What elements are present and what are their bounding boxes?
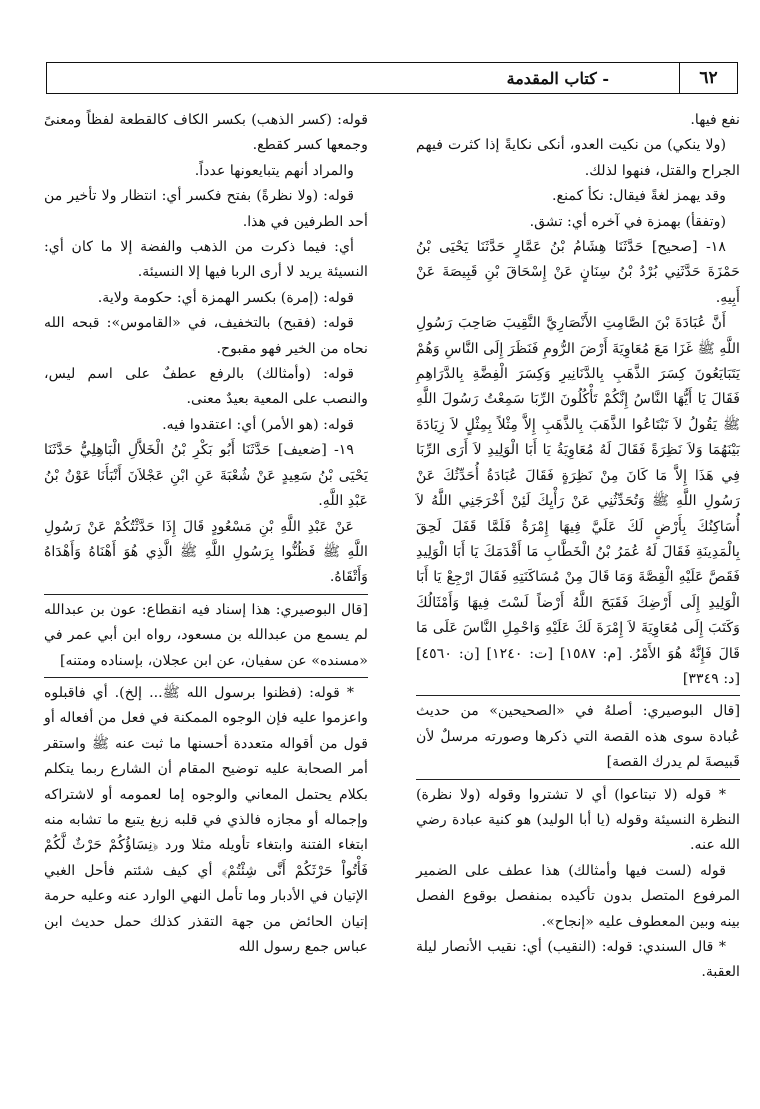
running-header <box>46 62 738 94</box>
scholar-note: [قال البوصيري: أصلهُ في «الصحيحين» من حديث عُبادة سوى هذه القصة التي ذكرها وصورته مرسلٌ لأن قَبيصةَ لم يدرك القصة] <box>416 703 740 771</box>
text-columns <box>44 108 740 1098</box>
commentary: * قال السندي: قوله: (النقيب) أي: نقيب الأنصار ليلة العقبة. <box>416 939 740 981</box>
commentary: قوله: (إمرة) بكسر الهمزة أي: حكومة ولاية. <box>97 289 354 306</box>
hadith-chain: ١٨- [صحيح] حَدَّثَنَا هِشَامُ بْنُ عَمَّارٍ حَدَّثَنَا يَحْيَى بْنُ حَمْزَةَ حَدَّثَنِي بُرْدُ بْنُ سِنَانٍ عَنْ إِسْحَاقَ بْنِ قَبِيصَةَ عَنْ أَبِيهِ. <box>416 239 740 306</box>
book-title: - كتاب المقدمة <box>506 68 609 88</box>
paragraph: نفع فيها. <box>690 112 740 128</box>
commentary: قوله (لست فيها وأمثالك) هذا عطف على الضمير المرفوع المتصل بدون تأكيده بمنفصل بوقوع الفصل بينه وبين المعطوف عليه «إنجاح». <box>416 862 740 930</box>
commentary: قوله: (وأمثالك) بالرفع عطفٌ على اسم ليس، والنصب على المعية بعيدٌ معنى. <box>44 366 368 408</box>
scholar-note: [قال البوصيري: هذا إسناد فيه انقطاع: عون بن عبدالله لم يسمع من عبدالله بن مسعود، رواه ابن أبي عمر في «مسنده» عن سفيان، عن ابن عجلان، بإسناده ومتنه] <box>44 601 368 669</box>
commentary: قوله: (كسر الذهب) بكسر الكاف كالقطعة لفظاً ومعنىً وجمعها كسر كقطع. <box>44 112 368 154</box>
commentary: والمراد أنهم يتبايعونها عدداً. <box>194 162 354 179</box>
divider <box>44 677 368 678</box>
left-column <box>44 108 368 1098</box>
commentary: أي: فيما ذكرت من الذهب والفضة إلا ما كان أي: النسيئة يريد لا أرى الربا فيها إلا النسيئة. <box>44 239 368 281</box>
right-column <box>416 108 740 1098</box>
divider <box>416 695 740 696</box>
page <box>30 56 738 1096</box>
page-number: ٦٢ <box>679 63 737 93</box>
paragraph: وقد يهمز لغةً فيقال: نكأ كمنع. <box>552 188 726 205</box>
divider <box>416 779 740 780</box>
hadith-text: عَنْ عَبْدِ اللَّهِ بْنِ مَسْعُودٍ قَالَ إِذَا حَدَّثْتُكُمْ عَنْ رَسُولِ اللَّهِ ﷺ فَظُنُّوا بِرَسُولِ اللَّهِ ﷺ الَّذِي هُوَ أَهْنَاهُ وَأَهْدَاهُ وَأَتْقَاهُ. <box>44 518 368 586</box>
hadith-chain: ١٩- [ضعيف] حَدَّثَنَا أَبُو بَكْرِ بْنُ الْخَلاَّلِ الْبَاهِلِيُّ حَدَّثَنَا يَحْيَى بْنُ سَعِيدٍ عَنْ شُعْبَةَ عَنِ ابْنِ عَجْلاَنَ أَنْبَأَنَا عَوْنُ بْنُ عَبْدِ اللَّهِ. <box>44 442 368 510</box>
commentary: قوله: (فقبح) بالتخفيف، في «القاموس»: قبحه الله نحاه من الخير فهو مقبوح. <box>44 315 368 357</box>
paragraph: (ولا ينكي) من نكيت العدو، أنكى نكايةً إذا كثرت فيهم الجراح والقتل، فنهوا لذلك. <box>416 137 740 179</box>
commentary: قوله: (هو الأمر) أي: اعتقدوا فيه. <box>162 416 354 433</box>
commentary: * قوله: (فظنوا برسول الله ﷺ... إلخ). أي فاقبلوه واعزموا عليه فإن الوجوه الممكنة في فعل من أفعاله أو قول من أقواله متعددة أحسنها ما ثبت عنه ﷺ واستقر أمر الصحابة عليه توضيح المقام أن الشارع ربما يتكلم بكلام يحتمل المعاني والوجوه إما لعمومه أو لاشتراكه وإجماله أو مجازه فالذي في قلبه زيغ يتبع ما تشابه منه ابتغاء الفتنة وابتغاء تأويله مثلا ورد ﴿نِسَاؤُكُمْ حَرْثٌ لَّكُمْ فَأْتُواْ حَرْثَكُمْ أَنَّى شِئْتُمْ﴾ أي كيف شئتم فأحل الغبي الإتيان في الأدبار وما تأمل النهي الوارد عنه وعليه حرمة إتيان الحائض من جهة التقذر كذلك حمل حديث ابن عباس جمع رسول الله <box>44 684 368 955</box>
hadith-text: أَنَّ عُبَادَةَ بْنَ الصَّامِتِ الأَنْصَارِيَّ النَّقِيبَ صَاحِبَ رَسُولِ اللَّهِ ﷺ غَزَا مَعَ مُعَاوِيَةَ أَرْضَ الرُّومِ فَنَظَرَ إِلَى النَّاسِ وَهُمْ يَتَبَايَعُونَ كِسَرَ الذَّهَبِ بِالدَّنَانِيرِ وَكِسَرَ الْفِضَّةِ بِالدَّرَاهِمِ فَقَالَ يَا أَيُّهَا النَّاسُ إِنَّكُمْ تَأْكُلُونَ الرِّبَا سَمِعْتُ رَسُولَ اللَّهِ ﷺ يَقُولُ لاَ تَبْتَاعُوا الذَّهَبَ بِالذَّهَبِ إِلاَّ مِثْلاً بِمِثْلٍ لاَ زِيَادَةَ بَيْنَهُمَا وَلاَ نَظِرَةً فَقَالَ لَهُ مُعَاوِيَةُ يَا أَبَا الْوَلِيدِ لاَ أَرَى الرِّبَا فِي هَذَا إِلاَّ مَا كَانَ مِنْ نَظِرَةٍ فَقَالَ عُبَادَةُ أُحَدِّثُكَ عَنْ رَسُولِ اللَّهِ ﷺ وَتُحَدِّثُنِي عَنْ رَأْيِكَ لَئِنْ أَخْرَجَنِي اللَّهُ لاَ أُسَاكِنُكَ بِأَرْضٍ لَكَ عَلَيَّ فِيهَا إِمْرَةٌ فَلَمَّا قَفَلَ لَحِقَ بِالْمَدِينَةِ فَقَالَ لَهُ عُمَرُ بْنُ الْخَطَّابِ مَا أَقْدَمَكَ يَا أَبَا الْوَلِيدِ فَقَصَّ عَلَيْهِ الْقِصَّةَ وَمَا قَالَ مِنْ مُسَاكَنَتِهِ فَقَالَ ارْجِعْ يَا أَبَا الْوَلِيدِ إِلَى أَرْضِكَ فَقَبَحَ اللَّهُ أَرْضاً لَسْتَ فِيهَا وَأَمْثَالُكَ وَكَتَبَ إِلَى مُعَاوِيَةَ لاَ إِمْرَةَ لَكَ عَلَيْهِ وَاحْمِلِ النَّاسَ عَلَى مَا قَالَ فَإِنَّهُ هُوَ الأَمْرُ. [م: ١٥٨٧] [ت: ١٢٤٠] [ن: ٤٥٦٠] [د: ٣٣٤٩] <box>416 315 740 687</box>
commentary: قوله: (ولا نظرةً) بفتح فكسر أي: انتظار ولا تأخير من أحد الطرفين في هذا. <box>44 188 368 230</box>
commentary: * قوله (لا تبتاعوا) أي لا تشتروا وقوله (ولا نظرة) النظرة النسيئة وقوله (يا أبا الوليد) هو كنية عبادة رضي الله عنه. <box>416 786 740 854</box>
paragraph: (وتفقأ) بهمزة في آخره أي: تشق. <box>529 213 726 230</box>
divider <box>44 594 368 595</box>
